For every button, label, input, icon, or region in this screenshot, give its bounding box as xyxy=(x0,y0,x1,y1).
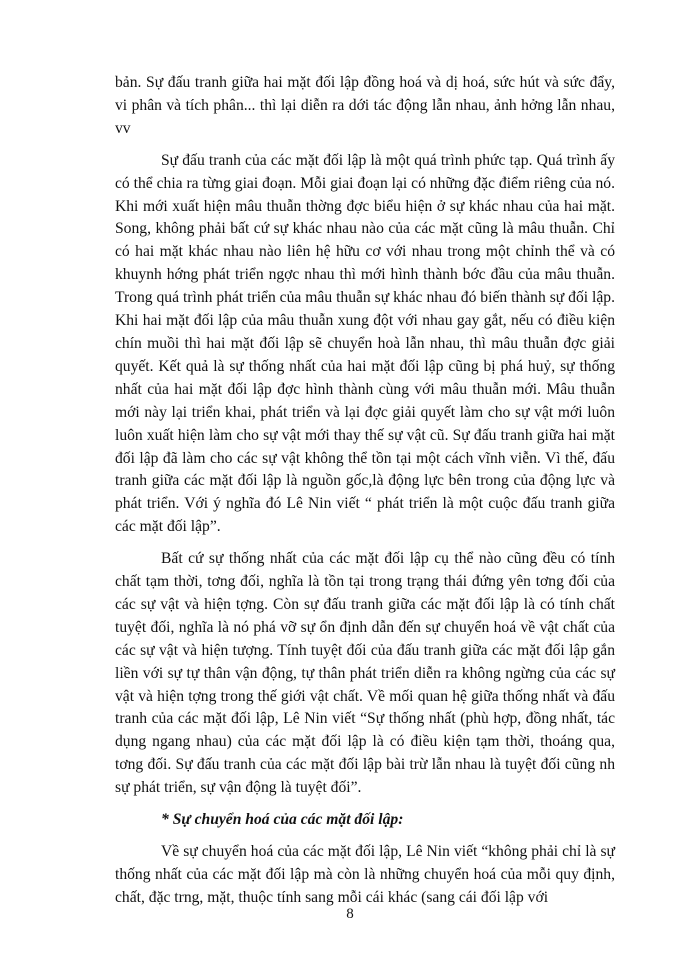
page-body xyxy=(115,72,615,919)
page-number: 8 xyxy=(346,906,354,922)
paragraph-continuation: bản. Sự đấu tranh giữa hai mặt đối lập đồng hoá và dị hoá, sức hút và sức đẩy, vi phân và tích phân... thì lại diễn ra dới tác động lẫn nhau, ảnh hởng lẫn nhau, vv xyxy=(115,74,615,137)
section-heading: * Sự chuyển hoá của các mặt đối lập: xyxy=(161,811,404,829)
paragraph-unity-relative: Bất cứ sự thống nhất của các mặt đối lập cụ thể nào cũng đều có tính chất tạm thời, tơng đối, nghĩa là tồn tại trong trạng thái đứng yên tơng đối của các sự vật và hiện tợng. Còn sự đấu tranh giữa các mặt đối lập là có tính chất tuyệt đối, nghĩa là nó phá vỡ sự ổn định dẫn đến sự chuyển hoá về vật chất của các sự vật và hiện tượng. Tính tuyệt đối của đấu tranh giữa các mặt đối lập gắn liền với sự tự thân vận động, tự thân phát triển diễn ra không ngừng của các sự vật và hiện tợng trong thế giới vật chất. Về mối quan hệ giữa thống nhất và đấu tranh của các mặt đối lập, Lê Nin viết “Sự thống nhất (phù hợp, đồng nhất, tác dụng ngang nhau) của các mặt đối lập là có điều kiện tạm thời, thoáng qua, tơng đối. Sự đấu tranh của các mặt đối lập bài trừ lẫn nhau là tuyệt đối cũng nh sự phát triển, sự vận động là tuyệt đối”. xyxy=(115,550,615,797)
paragraph-transformation: Về sự chuyển hoá của các mặt đối lập, Lê Nin viết “không phải chỉ là sự thống nhất của các mặt đối lập mà còn là những chuyển hoá của mỗi quy định, chất, đặc trng, mặt, thuộc tính sang mỗi cái khác (sang cái đối lập với xyxy=(115,843,615,906)
paragraph-struggle-process: Sự đấu tranh của các mặt đối lập là một quá trình phức tạp. Quá trình ấy có thể chia ra từng giai đoạn. Mỗi giai đoạn lại có những đặc điểm riêng của nó. Khi mới xuất hiện mâu thuẫn thờng đợc biểu hiện ở sự khác nhau của hai mặt. Song, không phải bất cứ sự khác nhau nào của các mặt cũng là mâu thuẫn. Chỉ có hai mặt khác nhau nào liên hệ hữu cơ với nhau trong một chỉnh thể và có khuynh hớng phát triển ngợc nhau thì mới hình thành bớc đầu của mâu thuẫn. Trong quá trình phát triển của mâu thuẫn sự khác nhau đó biến thành sự đối lập. Khi hai mặt đối lập của mâu thuẫn xung đột với nhau gay gắt, nếu có điều kiện chín muồi thì hai mặt đối lập sẽ chuyển hoà lẫn nhau, thì mâu thuẫn đợc giải quyết. Kết quả là sự thống nhất của hai mặt đối lập cũng bị phá huỷ, sự thống nhất của hai mặt đối lập đợc hình thành cùng với mâu thuẫn mới. Mâu thuẫn mới này lại triển khai, phát triển và lại đợc giải quyết làm cho sự vật mới luôn luôn xuất hiện làm cho sự vật mới thay thế sự vật cũ. Sự đấu tranh giữa hai mặt đối lập đã làm cho các sự vật không thể tồn tại một cách vĩnh viễn. Vì thế, đấu tranh giữa các mặt đối lập là nguồn gốc,là động lực bên trong của động lực và phát triển. Với ý nghĩa đó Lê Nin viết “ phát triển là một cuộc đấu tranh giữa các mặt đối lập”. xyxy=(115,151,615,536)
